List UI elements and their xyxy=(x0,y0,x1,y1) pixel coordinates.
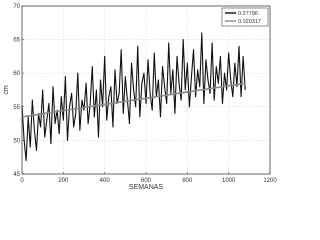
y-tick-label: 55 xyxy=(13,104,20,111)
y-axis-label: cm xyxy=(3,85,10,95)
x-tick-label: 1200 xyxy=(263,178,277,184)
x-tick-label: 1000 xyxy=(221,178,236,184)
x-axis-label: SEMANAS xyxy=(128,184,164,191)
y-tick-label: 70 xyxy=(13,4,20,10)
y-tick-label: 65 xyxy=(13,37,20,44)
y-tick-label: 45 xyxy=(13,172,20,178)
x-tick-label: 600 xyxy=(140,178,152,184)
x-tick-label: 200 xyxy=(58,178,69,184)
x-tick-label: 800 xyxy=(182,178,193,184)
x-tick-label: 400 xyxy=(99,178,110,184)
y-tick-label: 60 xyxy=(13,71,20,78)
y-tick-label: 50 xyxy=(13,138,20,145)
legend xyxy=(222,8,268,26)
legend-label-series-1: 0.27796 xyxy=(238,11,258,17)
x-tick-label: 0 xyxy=(20,178,24,184)
legend-label-series-2: 0.020317 xyxy=(238,19,261,25)
